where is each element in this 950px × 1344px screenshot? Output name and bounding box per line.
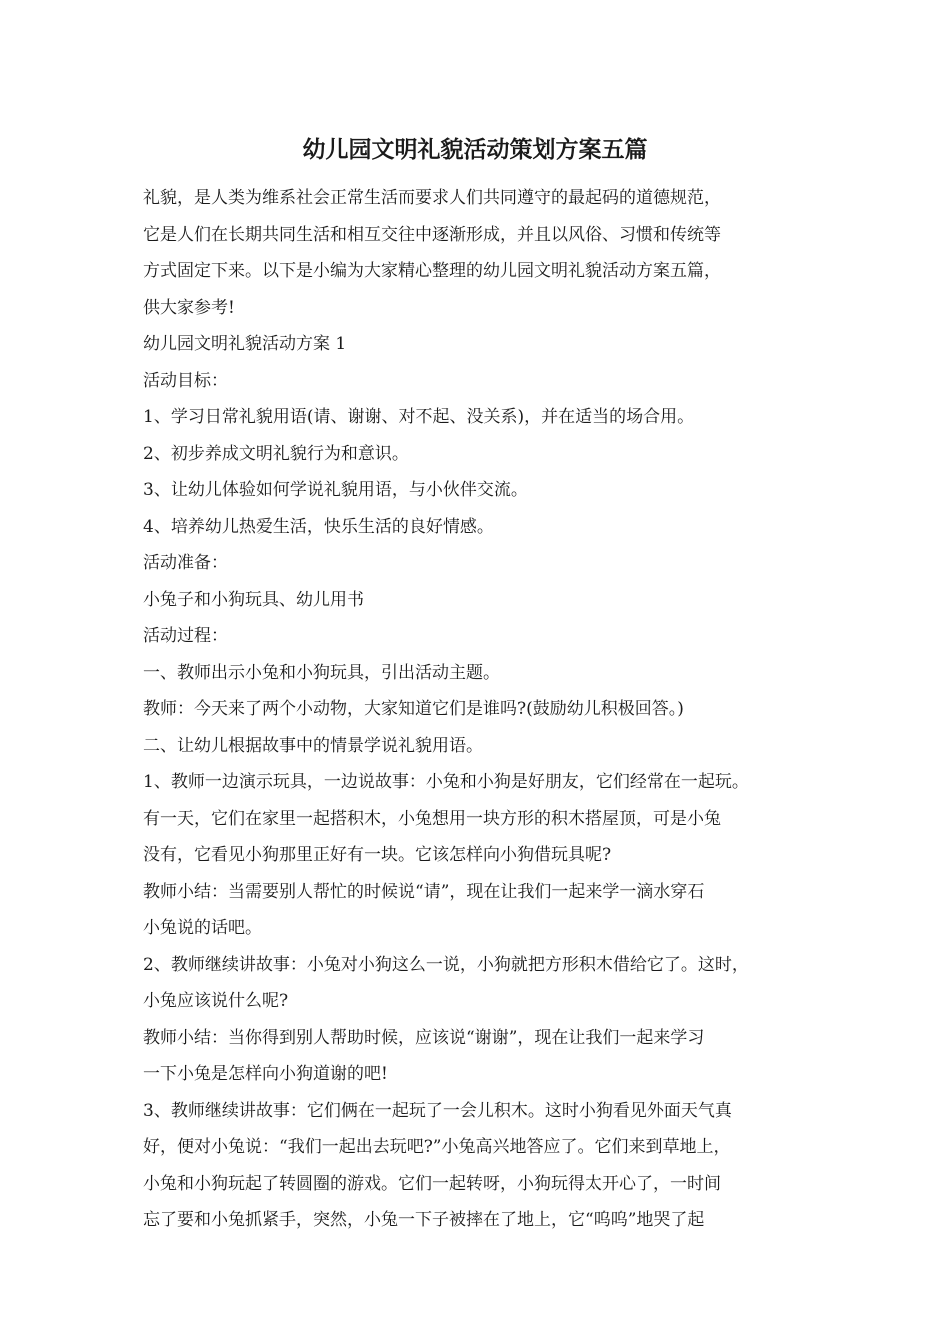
text-line: 教师小结：当你得到别人帮助时候，应该说“谢谢”，现在让我们一起来学习: [143, 1027, 705, 1048]
subheading: 活动过程：: [143, 626, 228, 646]
text-line: 一、教师出示小兔和小狗玩具，引出活动主题。: [143, 662, 500, 683]
section-heading: 幼儿园文明礼貌活动方案 1: [143, 334, 347, 354]
text-line: 教师：今天来了两个小动物，大家知道它们是谁吗?(鼓励幼儿积极回答。): [143, 699, 684, 719]
document-title: 幼儿园文明礼貌活动策划方案五篇: [302, 136, 648, 163]
text-line: 忘了要和小兔抓紧手，突然，小兔一下子被摔在了地上，它“呜呜”地哭了起: [143, 1210, 705, 1230]
text-line: 小兔和小狗玩起了转圆圈的游戏。它们一起转呀，小狗玩得太开心了，一时间: [143, 1173, 721, 1194]
text-line: 二、让幼儿根据故事中的情景学说礼貌用语。: [143, 735, 483, 756]
text-line: 方式固定下来。以下是小编为大家精心整理的幼儿园文明礼貌活动方案五篇，: [143, 261, 721, 281]
document-body: [143, 180, 823, 1239]
text-line: 有一天，它们在家里一起搭积木，小兔想用一块方形的积木搭屋顶，可是小兔: [143, 808, 721, 829]
text-line: 小兔说的话吧。: [143, 918, 262, 938]
list-item: 4、培养幼儿热爱生活，快乐生活的良好情感。: [143, 516, 494, 537]
text-line: 礼貌，是人类为维系社会正常生活而要求人们共同遵守的最起码的道德规范，: [143, 188, 721, 208]
text-line: 小兔子和小狗玩具、幼儿用书: [143, 589, 364, 610]
text-line: 它是人们在长期共同生活和相互交往中逐渐形成，并且以风俗、习惯和传统等: [143, 224, 721, 245]
text-line: 小兔应该说什么呢?: [143, 991, 289, 1011]
subheading: 活动准备：: [143, 553, 228, 573]
list-item: 2、初步养成文明礼貌行为和意识。: [143, 443, 409, 464]
list-item: 3、让幼儿体验如何学说礼貌用语，与小伙伴交流。: [143, 480, 528, 500]
text-line: 1、教师一边演示玩具，一边说故事：小兔和小狗是好朋友，它们经常在一起玩。: [143, 772, 749, 792]
list-item: 1、学习日常礼貌用语(请、谢谢、对不起、没关系)，并在适当的场合用。: [143, 407, 695, 427]
text-line: 好，便对小兔说：“我们一起出去玩吧?”小兔高兴地答应了。它们来到草地上，: [143, 1137, 731, 1157]
text-line: 没有，它看见小狗那里正好有一块。它该怎样向小狗借玩具呢?: [143, 845, 612, 865]
text-line: 供大家参考!: [143, 297, 235, 318]
text-line: 3、教师继续讲故事：它们俩在一起玩了一会儿积木。这时小狗看见外面天气真: [143, 1100, 732, 1121]
subheading: 活动目标：: [143, 370, 228, 391]
text-line: 教师小结：当需要别人帮忙的时候说“请”，现在让我们一起来学一滴水穿石: [143, 881, 705, 902]
text-line: 一下小兔是怎样向小狗道谢的吧!: [143, 1064, 388, 1084]
text-line: 2、教师继续讲故事：小兔对小狗这么一说，小狗就把方形积木借给它了。这时，: [143, 954, 749, 975]
